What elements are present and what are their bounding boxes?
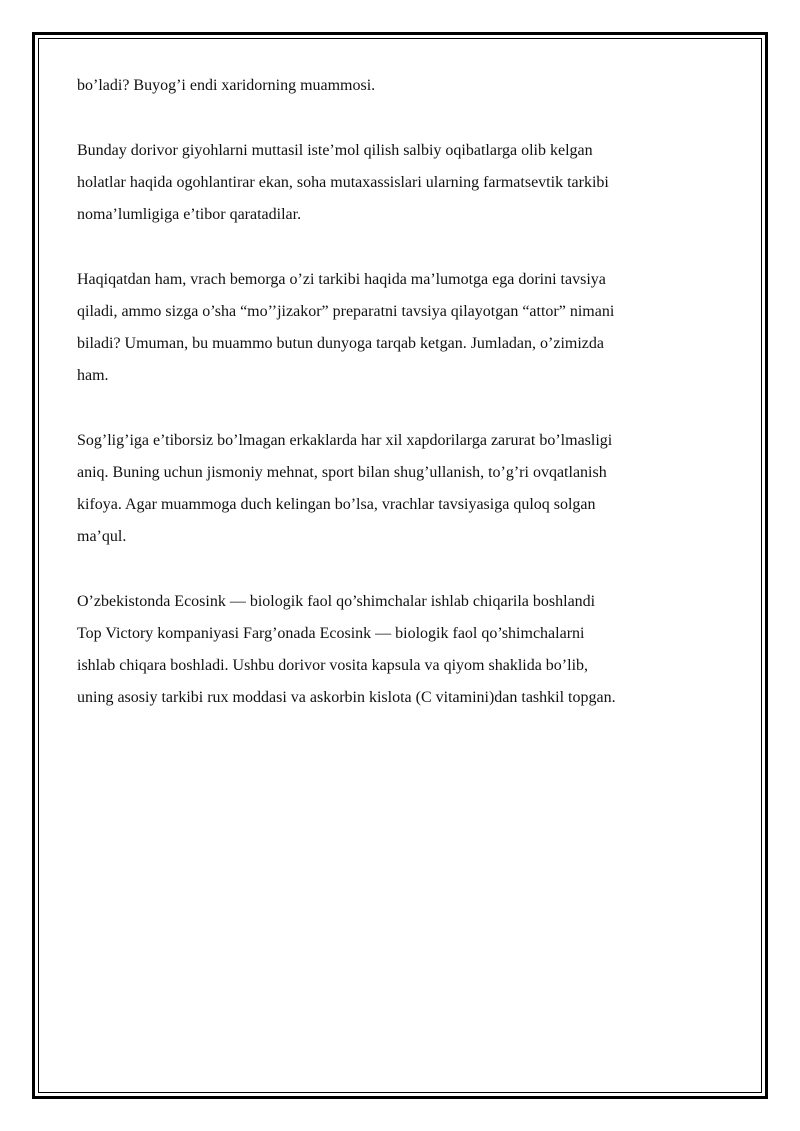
paragraph-5 xyxy=(77,586,737,714)
text-line: ham. xyxy=(77,367,109,384)
text-line: O’zbekistonda Ecosink — biologik faol qo’shimchalar ishlab chiqarila boshlandi xyxy=(77,593,596,610)
text-line: qiladi, ammo sizga o’sha “mo’’jizakor” preparatni tavsiya qilayotgan “attor” nimani xyxy=(77,303,615,320)
text-line: noma’lumligiga e’tibor qaratadilar. xyxy=(77,206,302,223)
text-line: Top Victory kompaniyasi Farg’onada Ecosink — biologik faol qo’shimchalarni xyxy=(77,625,585,642)
paragraph-4 xyxy=(77,425,737,553)
paragraph-1 xyxy=(77,70,737,102)
text-line: biladi? Umuman, bu muammo butun dunyoga tarqab ketgan. Jumladan, o’zimizda xyxy=(77,335,604,352)
text-line: Bunday dorivor giyohlarni muttasil iste’mol qilish salbiy oqibatlarga olib kelgan xyxy=(77,142,593,159)
text-line: holatlar haqida ogohlantirar ekan, soha mutaxassislari ularning farmatsevtik tarkibi xyxy=(77,174,609,191)
text-line: ma’qul. xyxy=(77,528,127,545)
text-line: ishlab chiqara boshladi. Ushbu dorivor vosita kapsula va qiyom shaklida bo’lib, xyxy=(77,657,589,674)
text-line: uning asosiy tarkibi rux moddasi va askorbin kislota (C vitamini)dan tashkil topgan. xyxy=(77,689,616,706)
text-line: Haqiqatdan ham, vrach bemorga o’zi tarkibi haqida ma’lumotga ega dorini tavsiya xyxy=(77,271,606,288)
text-line: kifoya. Agar muammoga duch kelingan bo’lsa, vrachlar tavsiyasiga quloq solgan xyxy=(77,496,596,513)
document-body xyxy=(77,70,737,747)
paragraph-3 xyxy=(77,264,737,392)
text-line: aniq. Buning uchun jismoniy mehnat, sport bilan shug’ullanish, to’g’ri ovqatlanish xyxy=(77,464,607,481)
paragraph-2 xyxy=(77,135,737,231)
text-line: Sog’lig’iga e’tiborsiz bo’lmagan erkaklarda har xil xapdorilarga zarurat bo’lmasligi xyxy=(77,432,613,449)
text-line: bo’ladi? Buyog’i endi xaridorning muammosi. xyxy=(77,77,376,94)
